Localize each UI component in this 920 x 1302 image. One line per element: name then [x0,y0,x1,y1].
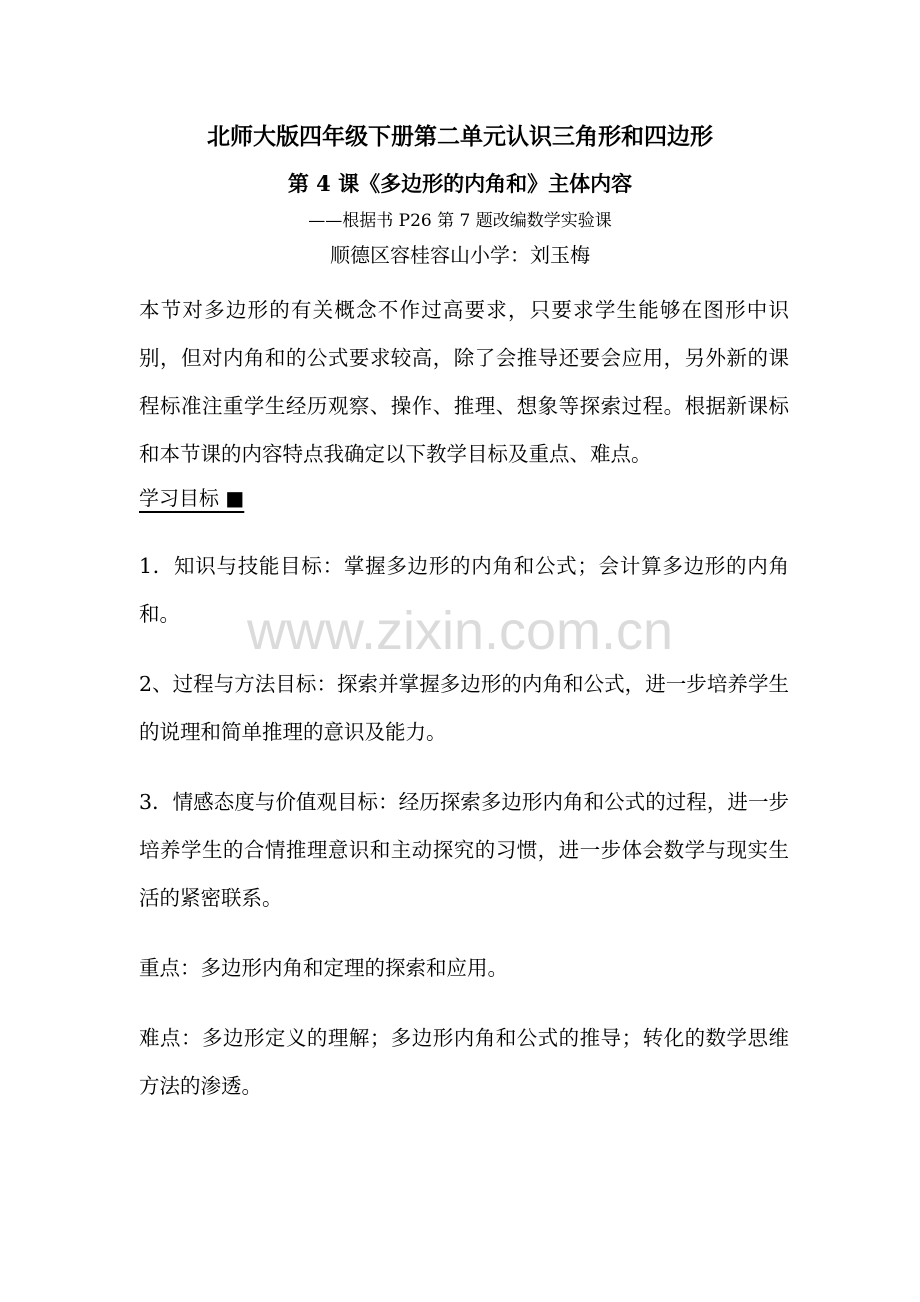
author-line: 顺德区容桂容山小学：刘玉梅 [330,243,590,267]
objective-item-2: 2、过程与方法目标：探索并掌握多边形的内角和公式，进一步培养学生的说理和简单推理的意识及能力。 [139,672,789,744]
watermark: www.zixin.com.cn [246,601,674,661]
document-title: 北师大版四年级下册第二单元认识三角形和四边形 [207,123,713,150]
objectives-heading: 学习目标 ■ [139,486,245,510]
lesson-subtitle: ——根据书 P26 第 7 题改编数学实验课 [308,211,612,231]
lesson-title: 第 4 课《多边形的内角和》主体内容 [287,171,633,196]
intro-paragraph: 本节对多边形的有关概念不作过高要求，只要求学生能够在图形中识别，但对内角和的公式要求较高，除了会推导还要会应用，另外新的课程标准注重学生经历观察、操作、推理、想象等探索过程。根据新课标和本节课的内容特点我确定以下教学目标及重点、难点。 [139,298,789,466]
key-point: 重点：多边形内角和定理的探索和应用。 [139,956,508,980]
difficult-point: 难点：多边形定义的理解；多边形内角和公式的推导；转化的数学思维方法的渗透。 [139,1026,789,1098]
objective-item-1: 1．知识与技能目标：掌握多边形的内角和公式；会计算多边形的内角和。 [139,554,789,626]
objective-item-3: 3．情感态度与价值观目标：经历探索多边形内角和公式的过程，进一步培养学生的合情推理意识和主动探究的习惯，进一步体会数学与现实生活的紧密联系。 [139,790,789,910]
